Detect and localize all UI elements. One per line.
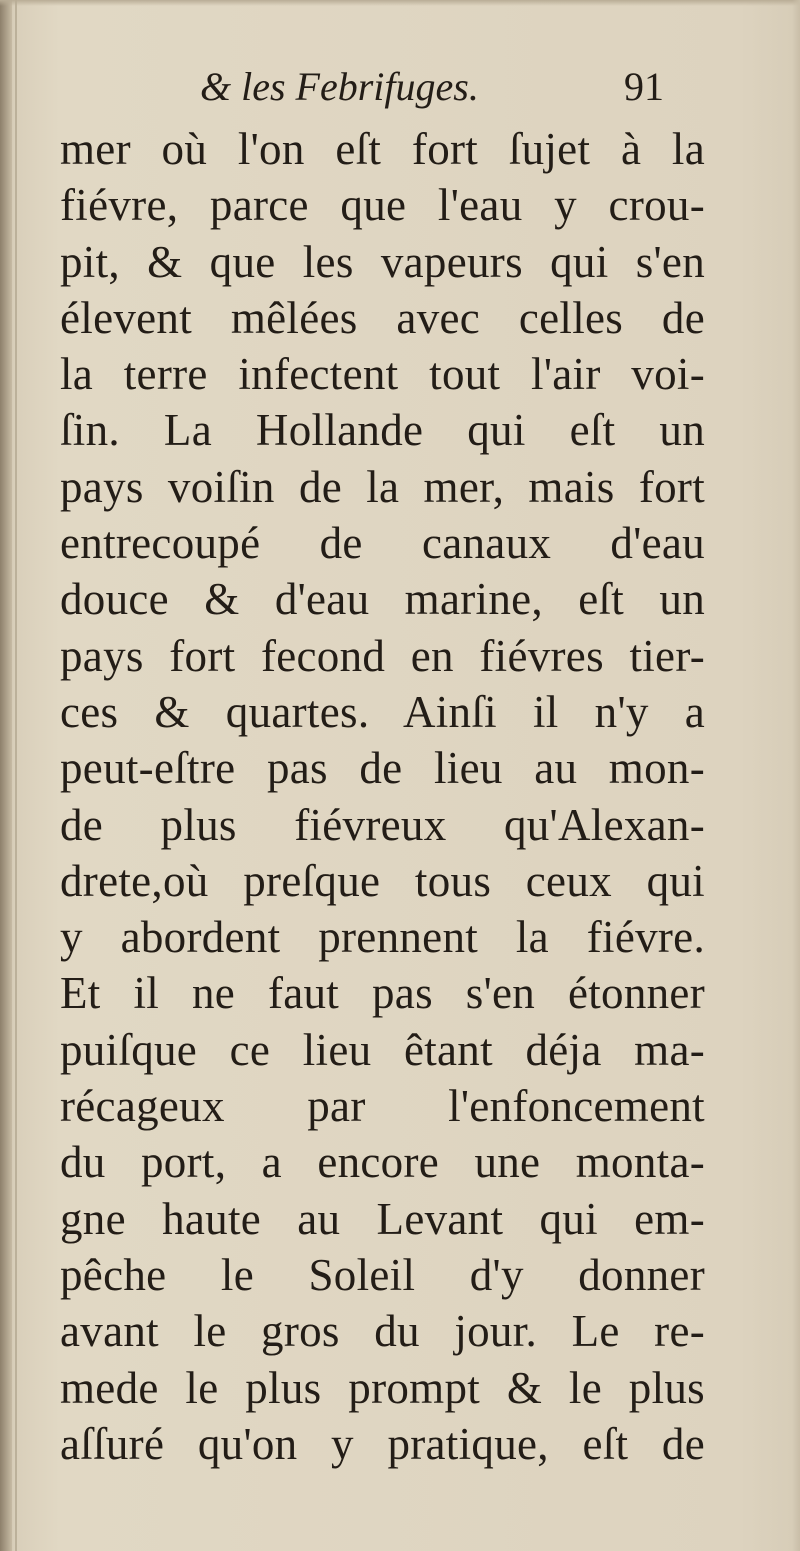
text-line: pays voiſin de la mer, mais fort	[60, 461, 705, 512]
page-right-edge	[792, 0, 800, 1551]
text-line: avant le gros du jour. Le re-	[60, 1306, 705, 1357]
text-line: drete,où preſque tous ceux qui	[60, 855, 705, 906]
text-line: la terre infectent tout l'air voi-	[60, 349, 705, 400]
page-gutter-line	[15, 0, 17, 1551]
text-line: récageux par l'enfoncement	[60, 1081, 705, 1132]
text-line: pit, & que les vapeurs qui s'en	[60, 236, 705, 287]
text-line: peut-eſtre pas de lieu au mon-	[60, 743, 705, 794]
text-line: ſin. La Hollande qui eſt un	[60, 405, 705, 456]
text-line: aſſuré qu'on y pratique, eſt de	[60, 1418, 705, 1469]
text-line: mede le plus prompt & le plus	[60, 1362, 705, 1413]
text-line: ces & quartes. Ainſi il n'y a	[60, 686, 705, 737]
body-text	[60, 121, 705, 1472]
text-line: puiſque ce lieu êtant déja ma-	[60, 1024, 705, 1075]
text-line: fiévre, parce que l'eau y crou-	[60, 180, 705, 231]
text-line: pêche le Soleil d'y donner	[60, 1249, 705, 1300]
text-line: y abordent prennent la fiévre.	[60, 912, 705, 963]
page-number: 91	[624, 64, 664, 109]
page-gutter-shadow	[0, 0, 12, 1551]
text-line: douce & d'eau marine, eſt un	[60, 574, 705, 625]
page-header	[200, 62, 700, 112]
text-line: gne haute au Levant qui em-	[60, 1193, 705, 1244]
text-line: élevent mêlées avec celles de	[60, 292, 705, 343]
text-line: pays fort fecond en fiévres tier-	[60, 630, 705, 681]
text-line: entrecoupé de canaux d'eau	[60, 518, 705, 569]
text-line: de plus fiévreux qu'Alexan-	[60, 799, 705, 850]
text-line: Et il ne faut pas s'en étonner	[60, 968, 705, 1019]
text-line: du port, a encore une monta-	[60, 1137, 705, 1188]
text-line: mer où l'on eſt fort ſujet à la	[60, 124, 705, 174]
page-top-edge	[0, 0, 800, 6]
running-head: & les Febrifuges.	[200, 64, 479, 109]
